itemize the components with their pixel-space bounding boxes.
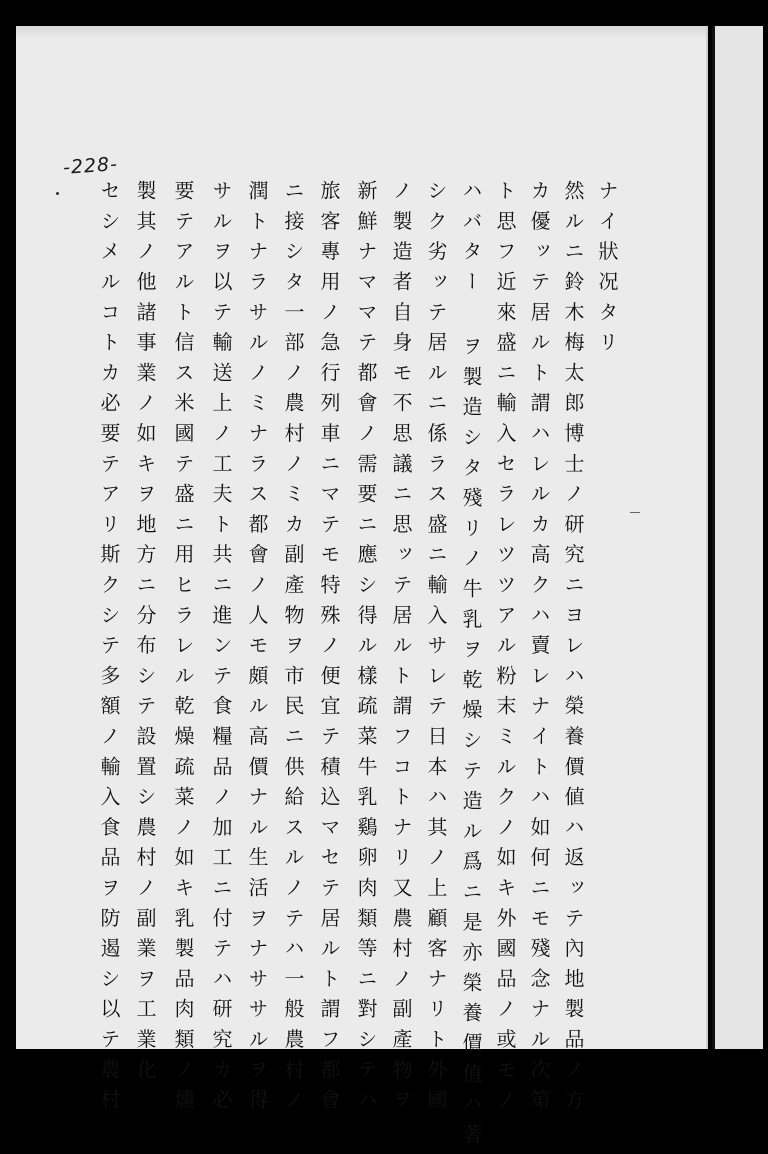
text-column-15: セシメルコトカ必要テアリ斯クシテ多額ノ輸入食品ヲ防遏シ以テ農村 (97, 180, 121, 1120)
text-column-13: 要テアルト信ス米國テ盛ニ用ヒラレル乾燥疏菜ノ如キ乳製品肉類ノ燻 (171, 180, 195, 1120)
text-column-7: ノ製造者自身モ不思議ニ思ッテ居ルト謂フコトナリ又農村ノ副產物ヲ (389, 180, 413, 1120)
adjacent-page-edge (712, 26, 763, 1049)
text-column-3: カ優ッテ居ルト謂ハレルカ高クハ賣レナイトハ如何ニモ殘念ナル次第 (527, 180, 551, 1120)
text-column-8: 新鮮ナママテ都會ノ需要ニ應シ得ル樣疏菜牛乳鷄卵肉類等ニ對シテハ (354, 180, 378, 1120)
ink-dash (630, 512, 640, 513)
text-column-4: ト思フ近來盛ニ輸入セラレツツアル粉末ミルクノ如キ外國品ノ或モノ (493, 180, 517, 1120)
text-column-9: 旅客專用ノ急行列車ニマテモ特殊ノ便宜テ積込マセテ居ルト謂フ都會 (317, 180, 341, 1120)
text-column-10: ニ接シタ一部ノ農村ノミカ副產物ヲ市民ニ供給スルノテハ一般農村ノ (281, 180, 305, 1120)
text-column-1: ナイ狀况タリ (595, 180, 619, 362)
text-column-11: 潤トナラサルノミナラス都會ノ人モ頗ル高價ナル生活ヲナササルヲ得 (245, 180, 269, 1120)
text-column-6: シク劣ッテ居ルニ係ラス盛ニ輸入サレテ日本ハ其ノ上顧客ナリト外國 (424, 180, 448, 1120)
text-column-12: サルヲ以テ輸送上ノ工夫ト共ニ進ンテ食糧品ノ加工ニ付テハ研究カ必 (209, 180, 233, 1120)
ink-mark (56, 192, 59, 195)
text-column-14: 製其ノ他諸事業ノ如キヲ地方ニ分布シテ設置シ農村ノ副業ヲ工業化 (133, 180, 157, 1089)
page-number: -228- (62, 153, 119, 179)
text-column-2: 然ルニ鈴木梅太郎博士ノ研究ニヨレハ榮養價値ハ返ッテ內地製品ノ方 (561, 180, 585, 1120)
text-column-5: ハバター ヲ製造シタ殘リノ牛乳ヲ乾燥シテ造ル爲ニ是亦榮養價值ハ著 (459, 180, 483, 1154)
